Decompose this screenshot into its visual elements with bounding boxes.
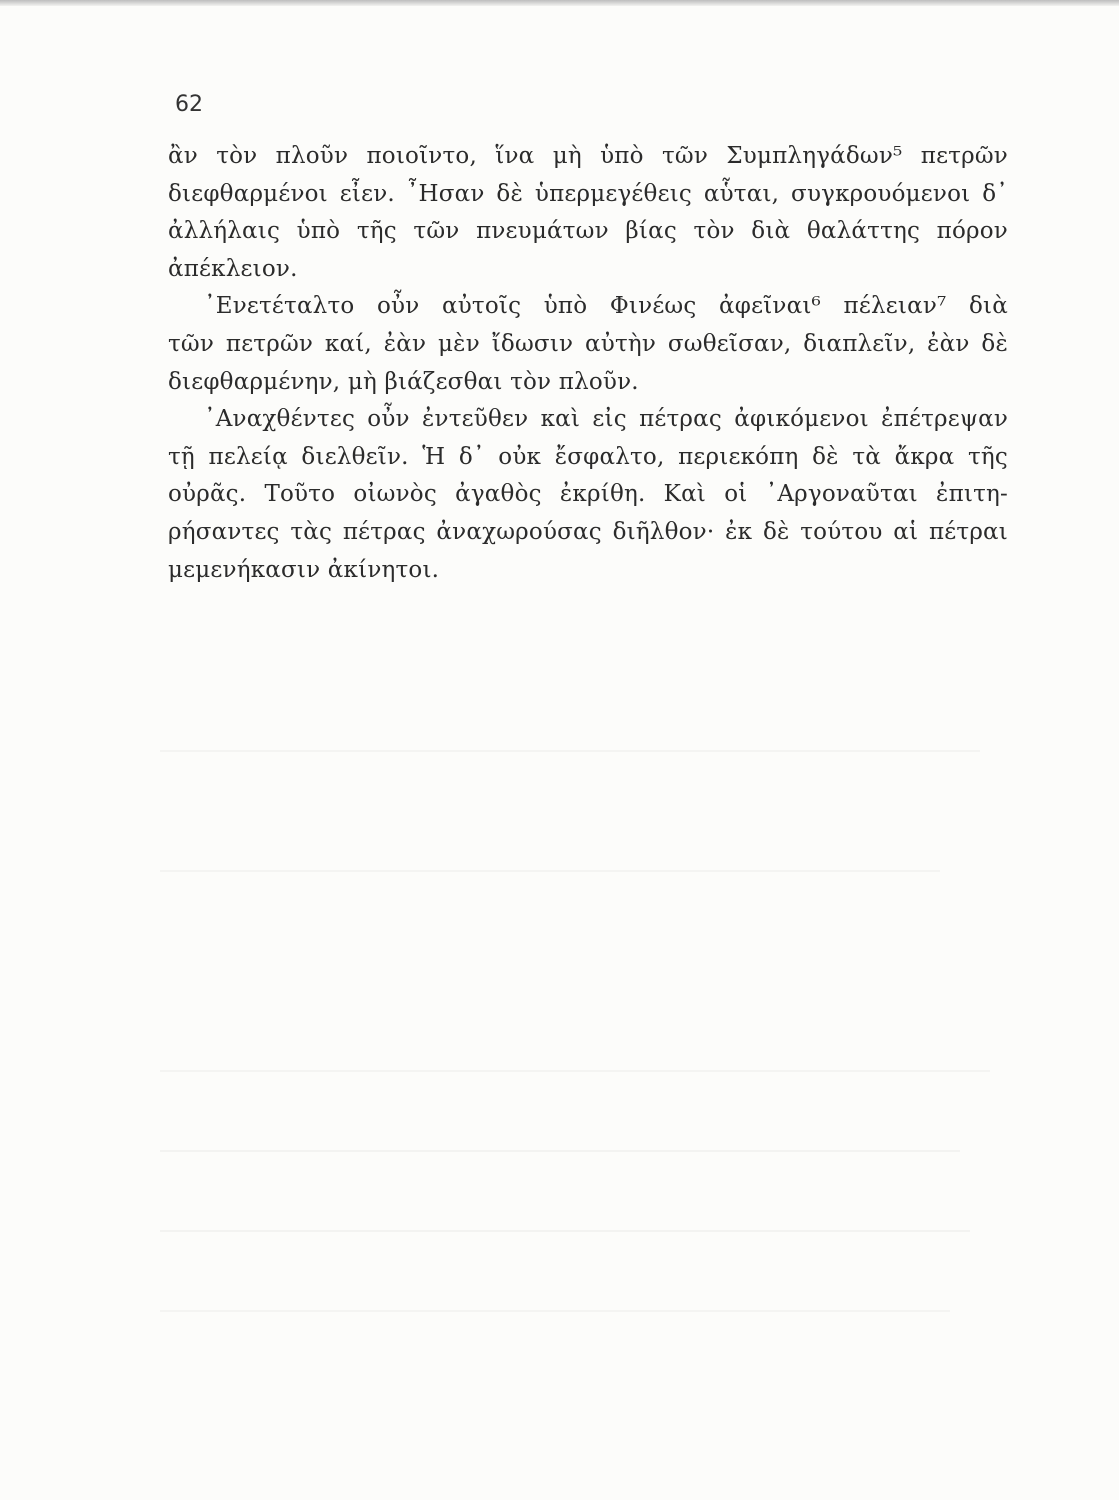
text-line: ρήσαντες τὰς πέτρας ἀναχωρούσας διῆλθον· ἐκ δὲ τούτου αἱ πέτραι — [168, 518, 1008, 545]
text-line: διεφθαρμένην, μὴ βιάζεσθαι τὸν πλοῦν. — [168, 368, 639, 395]
text-line: τῶν πετρῶν καί, ἐὰν μὲν ἴδωσιν αὐτὴν σωθεῖσαν, διαπλεῖν, ἐὰν δὲ — [168, 330, 1008, 357]
text-line: τῇ πελείᾳ διελθεῖν. Ἡ δ᾽ οὐκ ἔσφαλτο, περιεκόπη δὲ τὰ ἄκρα τῆς — [168, 443, 1008, 470]
text-line: ᾽Αναχθέντες οὖν ἐντεῦθεν καὶ εἰς πέτρας ἀφικόμενοι ἐπέτρεψαν — [204, 406, 1008, 433]
text-line: οὐρᾶς. Τοῦτο οἰωνὸς ἀγαθὸς ἐκρίθη. Καὶ οἱ ᾽Αργοναῦται ἐπιτη- — [168, 481, 1008, 508]
text-line: ἂν τὸν πλοῦν ποιοῖντο, ἵνα μὴ ὑπὸ τῶν Συμπληγάδων⁵ πετρῶν — [168, 143, 1008, 169]
body-text — [168, 138, 1008, 589]
text-line: μεμενήκασιν ἀκίνητοι. — [168, 556, 440, 583]
show-through-bleed — [160, 630, 1020, 1390]
text-line: ἀλλήλαις ὑπὸ τῆς τῶν πνευμάτων βίας τὸν διὰ θαλάττης πόρον — [168, 218, 1008, 245]
page-number: 62 — [175, 92, 203, 117]
text-line: διεφθαρμένοι εἶεν. ῏Ησαν δὲ ὑπερμεγέθεις αὗται, συγκρουόμενοι δ᾽ — [168, 180, 1008, 207]
text-line: ἀπέκλειον. — [168, 255, 298, 282]
text-line: ᾽Ενετέταλτο οὖν αὐτοῖς ὑπὸ Φινέως ἀφεῖναι⁶ πέλειαν⁷ διὰ — [204, 293, 1008, 320]
page-top-edge — [0, 0, 1119, 6]
